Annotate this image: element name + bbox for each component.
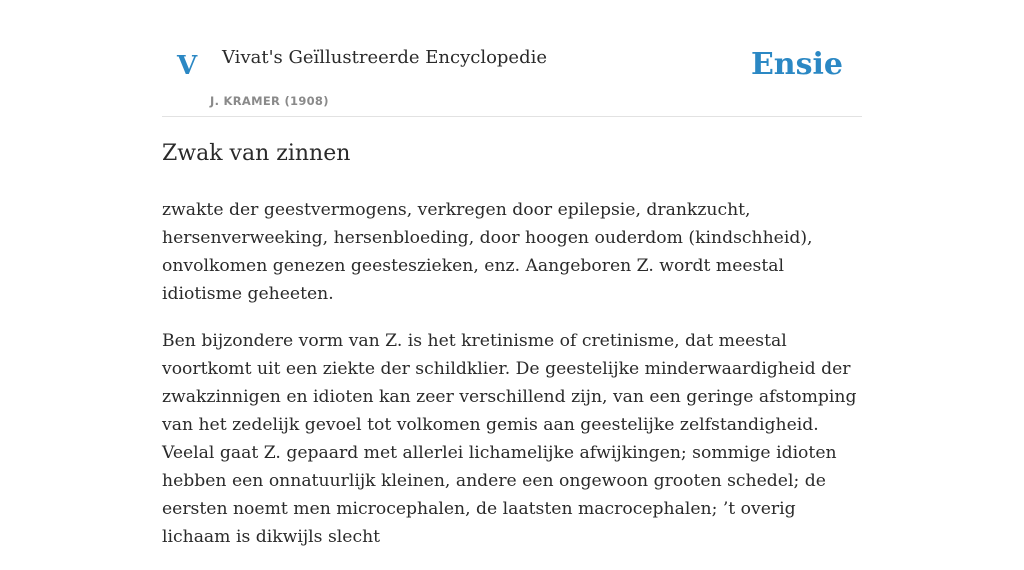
source-author: J. KRAMER (1908) (210, 94, 329, 108)
entry-title: Zwak van zinnen (162, 141, 351, 166)
source-title-link[interactable]: Vivat's Geïllustreerde Encyclopedie (222, 47, 548, 68)
article-paragraph: zwakte der geestvermogens, verkregen door epilepsie, drankzucht, hersenverweeking, hersenbloeding, door hoogen ouderdom (kindschheid), onvolkomen genezen geesteszieken, enz. Aangeboren Z. wordt meestal idiotisme geheeten. (162, 200, 813, 304)
source-logo[interactable]: V (177, 51, 198, 81)
ensie-logo-link[interactable]: Ensie (750, 47, 843, 82)
entry-header (162, 0, 862, 117)
article (162, 138, 862, 570)
article-paragraph: Ben bijzondere vorm van Z. is het kretinisme of cretinisme, dat meestal voortkomt uit een ziekte der schildklier. De geestelijke minderwaardigheid der zwakzinnigen en idioten kan zeer verschillend zijn, van een geringe afstomping van het zedelijk gevoel tot volkomen gemis aan geestelijke zelfstandigheid. Veelal gaat Z. gepaard met allerlei lichamelijke afwijkingen; sommige idioten hebben een onnatuurlijk kleinen, andere een ongewoon grooten schedel; de eersten noemt men microcephalen, de laatsten macrocephalen; ’t overig lichaam is dikwijls slecht (162, 331, 857, 547)
